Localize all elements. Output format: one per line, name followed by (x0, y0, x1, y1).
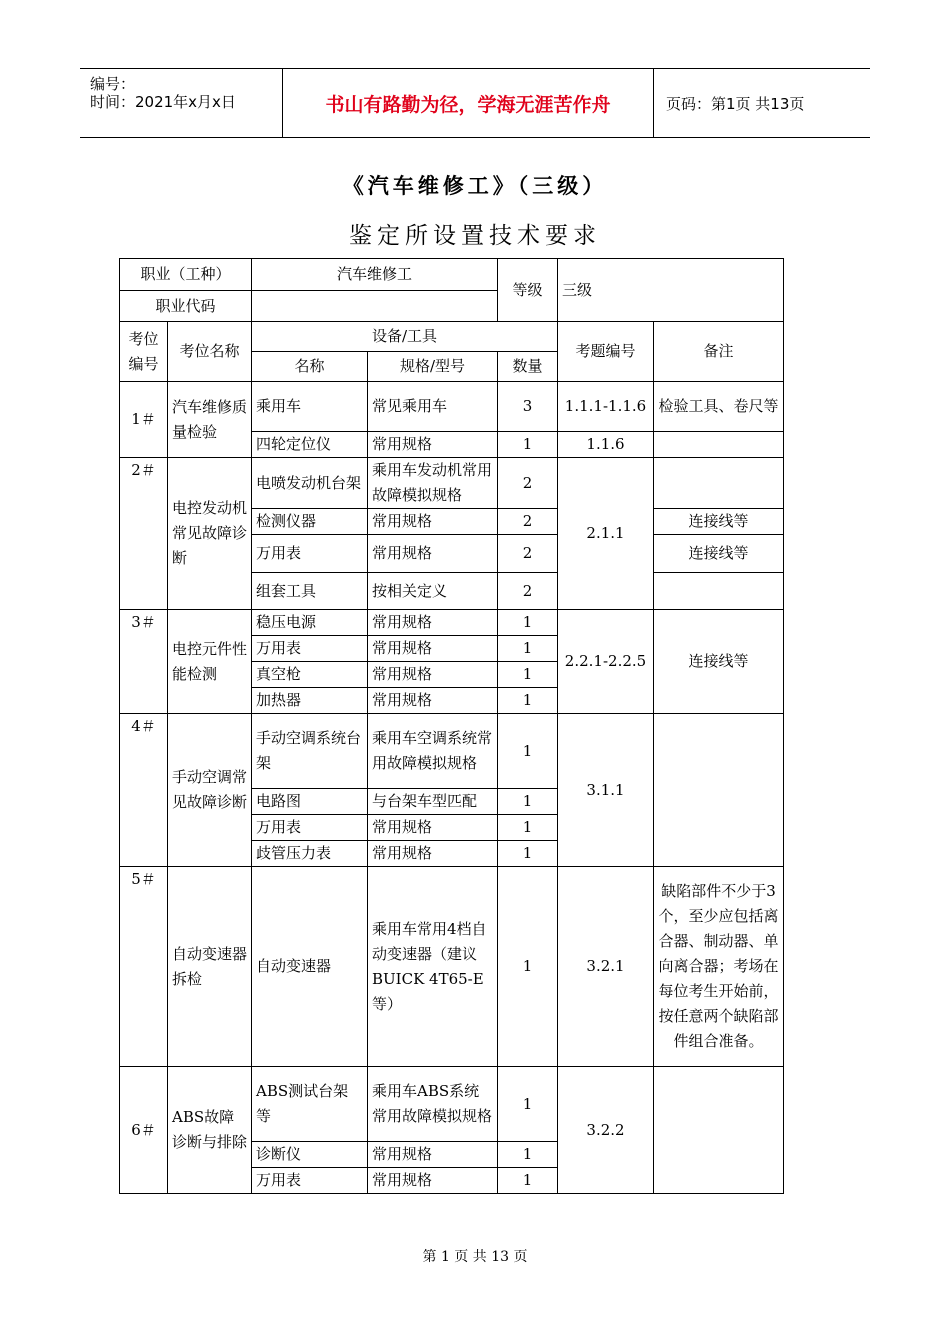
equipment-spec: 乘用车常用4档自动变速器（建议BUICK 4T65-E等） (368, 867, 498, 1067)
equipment-qty: 1 (498, 789, 558, 815)
equipment-spec: 常用规格 (368, 1142, 498, 1168)
equipment-name: 乘用车 (252, 382, 368, 432)
station-name: 自动变速器拆检 (168, 867, 252, 1067)
station-name: 手动空调常见故障诊断 (168, 714, 252, 867)
equipment-qty: 1 (498, 815, 558, 841)
equipment-spec: 按相关定义 (368, 573, 498, 610)
station-name: ABS故障诊断与排除 (168, 1067, 252, 1194)
equipment-spec: 常用规格 (368, 841, 498, 867)
equipment-name: 检测仪器 (252, 509, 368, 535)
table-row (120, 1067, 784, 1142)
equipment-spec: 乘用车ABS系统常用故障模拟规格 (368, 1067, 498, 1142)
question-no: 1.1.1-1.1.6 (558, 382, 654, 432)
equipment-spec: 常用规格 (368, 535, 498, 573)
equipment-qty: 1 (498, 1067, 558, 1142)
equipment-spec: 常用规格 (368, 610, 498, 636)
station-name: 汽车维修质量检验 (168, 382, 252, 458)
col-station-no: 考位编号 (120, 322, 168, 382)
col-qty: 数量 (498, 352, 558, 382)
col-question-no: 考题编号 (558, 322, 654, 382)
header-motto: 书山有路勤为径，学海无涯苦作舟 (283, 69, 654, 137)
equipment-name: 自动变速器 (252, 867, 368, 1067)
document-title: 《汽车维修工》（三级） (342, 174, 608, 198)
table-row (120, 867, 784, 1067)
equipment-qty: 1 (498, 841, 558, 867)
table-row (120, 714, 784, 789)
question-no: 1.1.6 (558, 432, 654, 458)
remark (654, 432, 784, 458)
remark (654, 458, 784, 509)
level-label: 等级 (498, 259, 558, 322)
header-meta (80, 69, 283, 137)
equipment-spec: 常用规格 (368, 815, 498, 841)
equipment-qty: 2 (498, 509, 558, 535)
equipment-name: 万用表 (252, 1168, 368, 1194)
document-subtitle: 鉴定所设置技术要求 (349, 223, 601, 249)
equipment-name: 组套工具 (252, 573, 368, 610)
equipment-name: 电路图 (252, 789, 368, 815)
equipment-spec: 常用规格 (368, 509, 498, 535)
equipment-qty: 3 (498, 382, 558, 432)
equipment-name: ABS测试台架等 (252, 1067, 368, 1142)
col-station-name: 考位名称 (168, 322, 252, 382)
equipment-spec: 常见乘用车 (368, 382, 498, 432)
equipment-name: 歧管压力表 (252, 841, 368, 867)
equipment-name: 万用表 (252, 636, 368, 662)
table-row (120, 610, 784, 636)
remark (654, 714, 784, 867)
equipment-name: 真空枪 (252, 662, 368, 688)
equipment-qty: 2 (498, 573, 558, 610)
station-no: 5＃ (120, 867, 168, 1067)
equipment-qty: 1 (498, 610, 558, 636)
station-no: 3＃ (120, 610, 168, 714)
remark: 连接线等 (654, 610, 784, 714)
level-value: 三级 (558, 259, 784, 322)
equipment-name: 诊断仪 (252, 1142, 368, 1168)
doc-number-label: 编号： (90, 75, 136, 93)
equipment-spec: 乘用车空调系统常用故障模拟规格 (368, 714, 498, 789)
remark (654, 573, 784, 610)
page-footer: 第 1 页 共 13 页 (422, 1249, 528, 1265)
doc-time-label: 时间：2021年x月x日 (90, 93, 236, 111)
equipment-qty: 2 (498, 458, 558, 509)
equipment-qty: 1 (498, 1142, 558, 1168)
station-name: 电控元件性能检测 (168, 610, 252, 714)
table-row (120, 382, 784, 432)
question-no: 2.1.1 (558, 458, 654, 610)
occupation-label: 职业（工种） (120, 259, 252, 291)
equipment-qty: 1 (498, 636, 558, 662)
equipment-spec: 常用规格 (368, 688, 498, 714)
col-name: 名称 (252, 352, 368, 382)
equipment-qty: 1 (498, 432, 558, 458)
table-row (120, 458, 784, 509)
remark: 检验工具、卷尺等 (654, 382, 784, 432)
remark: 连接线等 (654, 535, 784, 573)
equipment-spec: 与台架车型匹配 (368, 789, 498, 815)
question-no: 3.1.1 (558, 714, 654, 867)
col-equipment: 设备/工具 (252, 322, 558, 352)
occupation-value: 汽车维修工 (252, 259, 498, 291)
col-spec: 规格/型号 (368, 352, 498, 382)
equipment-name: 万用表 (252, 535, 368, 573)
equipment-qty: 2 (498, 535, 558, 573)
equipment-name: 万用表 (252, 815, 368, 841)
remark (654, 1067, 784, 1194)
question-no: 3.2.2 (558, 1067, 654, 1194)
col-remarks: 备注 (654, 322, 784, 382)
station-no: 2＃ (120, 458, 168, 610)
equipment-qty: 1 (498, 688, 558, 714)
requirements-table (119, 258, 784, 1194)
equipment-name: 四轮定位仪 (252, 432, 368, 458)
remark: 连接线等 (654, 509, 784, 535)
equipment-name: 稳压电源 (252, 610, 368, 636)
station-no: 6＃ (120, 1067, 168, 1194)
station-no: 1＃ (120, 382, 168, 458)
equipment-spec: 常用规格 (368, 1168, 498, 1194)
equipment-qty: 1 (498, 714, 558, 789)
station-name: 电控发动机常见故障诊断 (168, 458, 252, 610)
question-no: 2.2.1-2.2.5 (558, 610, 654, 714)
station-no: 4＃ (120, 714, 168, 867)
equipment-name: 电喷发动机台架 (252, 458, 368, 509)
code-label: 职业代码 (120, 291, 252, 322)
equipment-spec: 乘用车发动机常用故障模拟规格 (368, 458, 498, 509)
equipment-qty: 1 (498, 1168, 558, 1194)
equipment-qty: 1 (498, 867, 558, 1067)
remark: 缺陷部件不少于3个，至少应包括离合器、制动器、单向离合器；考场在每位考生开始前，按任意两个缺陷部件组合准备。 (654, 867, 784, 1067)
equipment-spec: 常用规格 (368, 636, 498, 662)
header-page-info: 页码：第1页 共13页 (666, 94, 805, 113)
question-no: 3.2.1 (558, 867, 654, 1067)
equipment-spec: 常用规格 (368, 662, 498, 688)
equipment-name: 加热器 (252, 688, 368, 714)
equipment-qty: 1 (498, 662, 558, 688)
equipment-name: 手动空调系统台架 (252, 714, 368, 789)
equipment-spec: 常用规格 (368, 432, 498, 458)
code-value (252, 291, 498, 322)
page-header (80, 68, 870, 138)
